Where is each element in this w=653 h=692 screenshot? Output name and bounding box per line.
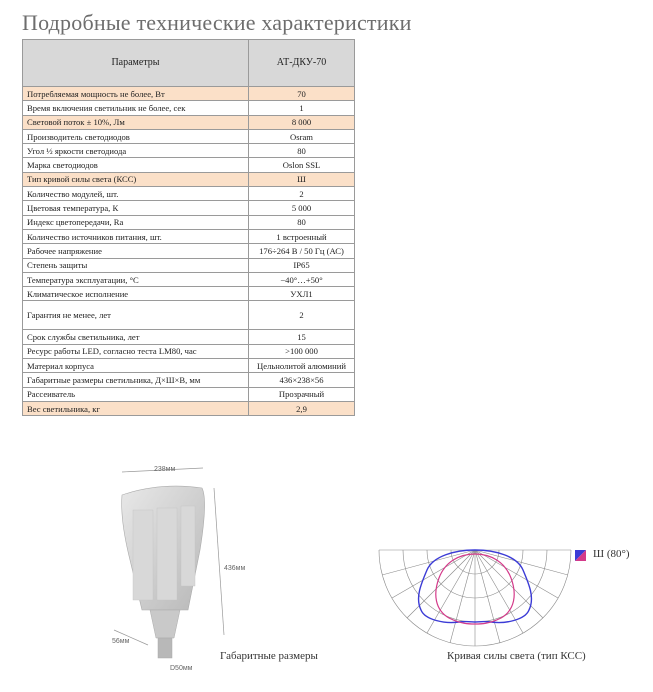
table-row (23, 401, 355, 415)
value-cell: 15 (249, 330, 355, 344)
value-cell: 2 (249, 301, 355, 330)
param-cell: Срок службы светильника, лет (23, 330, 249, 344)
polar-curve-diagram (375, 548, 575, 648)
table-row (23, 101, 355, 115)
table-row (23, 215, 355, 229)
value-cell: 176÷264 В / 50 Гц (АС) (249, 244, 355, 258)
polar-caption: Кривая силы света (тип КСС) (447, 650, 586, 662)
dim-width-label: 238мм (154, 466, 176, 473)
dim-diameter-label: D50мм (170, 665, 193, 672)
page-title: Подробные технические характеристики (22, 10, 412, 35)
table-row (23, 229, 355, 243)
table-row (23, 301, 355, 330)
param-cell: Угол ½ яркости светодиода (23, 144, 249, 158)
value-cell: 436×238×56 (249, 373, 355, 387)
param-cell: Температура эксплуатации, °С (23, 272, 249, 286)
led-modules (133, 506, 195, 600)
param-cell: Климатическое исполнение (23, 287, 249, 301)
dim-length-label: 436мм (224, 565, 246, 572)
value-cell: 1 (249, 101, 355, 115)
header-model: АТ-ДКУ-70 (249, 40, 355, 87)
value-cell: 80 (249, 215, 355, 229)
value-cell: 2 (249, 187, 355, 201)
param-cell: Ресурс работы LED, согласно теста LM80, час (23, 344, 249, 358)
param-cell: Цветовая температура, К (23, 201, 249, 215)
param-cell: Количество источников питания, шт. (23, 229, 249, 243)
value-cell: Цельнолитой алюминий (249, 359, 355, 373)
table-row (23, 258, 355, 272)
table-row (23, 359, 355, 373)
table-row (23, 272, 355, 286)
value-cell: 80 (249, 144, 355, 158)
value-cell: >100 000 (249, 344, 355, 358)
table-row (23, 287, 355, 301)
value-cell: −40°…+50° (249, 272, 355, 286)
header-params: Параметры (23, 40, 249, 87)
table-row (23, 201, 355, 215)
table-row (23, 244, 355, 258)
param-cell: Материал корпуса (23, 359, 249, 373)
param-cell: Габаритные размеры светильника, Д×Ш×В, мм (23, 373, 249, 387)
table-row (23, 172, 355, 186)
value-cell: 70 (249, 87, 355, 101)
param-cell: Марка светодиодов (23, 158, 249, 172)
value-cell: 5 000 (249, 201, 355, 215)
table-header-row (23, 40, 355, 87)
value-cell: Ш (249, 172, 355, 186)
table-row (23, 373, 355, 387)
table-row (23, 158, 355, 172)
polar-grid (379, 550, 571, 646)
value-cell: IP65 (249, 258, 355, 272)
param-cell: Время включения светильник не более, сек (23, 101, 249, 115)
param-cell: Степень защиты (23, 258, 249, 272)
param-cell: Количество модулей, шт. (23, 187, 249, 201)
param-cell: Рассеиватель (23, 387, 249, 401)
param-cell: Тип кривой силы света (КСС) (23, 172, 249, 186)
table-row (23, 115, 355, 129)
param-cell: Производитель светодиодов (23, 129, 249, 143)
param-cell: Рабочее напряжение (23, 244, 249, 258)
table-row (23, 330, 355, 344)
value-cell: 2,9 (249, 401, 355, 415)
param-cell: Потребляемая мощность не более, Вт (23, 87, 249, 101)
dimensions-caption: Габаритные размеры (220, 650, 318, 662)
table-row (23, 187, 355, 201)
luminaire-neck (150, 610, 180, 638)
param-cell: Световой поток ± 10%, Лм (23, 115, 249, 129)
param-cell: Вес светильника, кг (23, 401, 249, 415)
table-row (23, 87, 355, 101)
table-row (23, 344, 355, 358)
legend-label: Ш (80°) (593, 548, 630, 560)
value-cell: Oslon SSL (249, 158, 355, 172)
value-cell: 8 000 (249, 115, 355, 129)
dim-height-label: 56мм (112, 638, 130, 645)
value-cell: Прозрачный (249, 387, 355, 401)
table-row (23, 129, 355, 143)
value-cell: Osram (249, 129, 355, 143)
value-cell: 1 встроенный (249, 229, 355, 243)
table-row (23, 144, 355, 158)
value-cell: УХЛ1 (249, 287, 355, 301)
param-cell: Гарантия не менее, лет (23, 301, 249, 330)
legend-swatch (575, 550, 586, 561)
table-row (23, 387, 355, 401)
spec-table (22, 39, 355, 416)
param-cell: Индекс цветопередачи, Ra (23, 215, 249, 229)
